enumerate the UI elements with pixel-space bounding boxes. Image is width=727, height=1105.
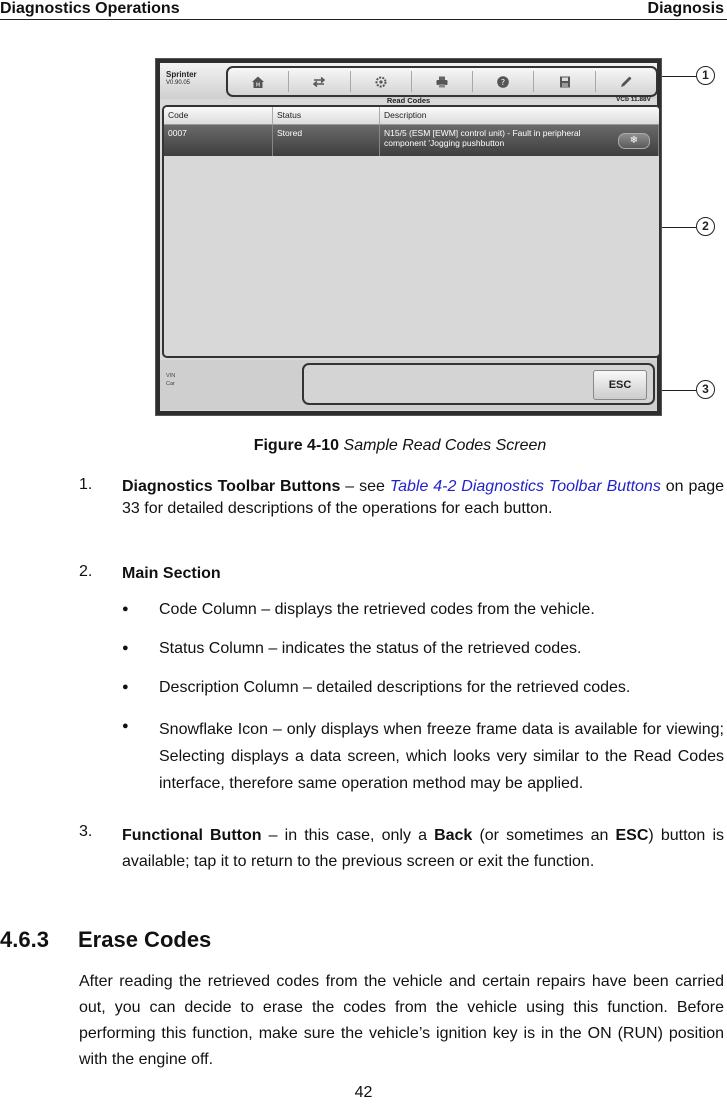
connection-voltage-indicator: VCb 11.88V [615, 96, 651, 103]
section-number: 4.6.3 [0, 927, 49, 952]
car-label: Car [166, 381, 175, 387]
save-button[interactable] [534, 71, 595, 92]
item-1-rest: on page 33 for detailed descriptions of the operations for each button. [122, 478, 725, 517]
help-button[interactable] [473, 71, 534, 92]
vehicle-swap-icon [312, 75, 326, 89]
page-number: 42 [354, 1084, 373, 1101]
bullet-item: Code Column – displays the retrieved codes from the vehicle. [159, 601, 595, 618]
item-1-text [122, 476, 724, 520]
screen-title: Read Codes [386, 96, 431, 105]
bullet-item: Status Column – indicates the status of the retrieved codes. [159, 640, 582, 657]
description-cell [380, 125, 659, 156]
status-cell: Stored [273, 125, 380, 156]
callout-line-1 [662, 76, 696, 77]
codes-main-section [162, 105, 661, 358]
item-number-3: 3. [79, 823, 93, 840]
item-3-t3: ) button is available; tap it to return to the previous screen or exit the function. [122, 827, 725, 870]
running-header-right: Diagnosis [647, 0, 724, 17]
bullet-icon: ● [122, 720, 129, 732]
bullet-icon: ● [122, 642, 129, 654]
home-icon [251, 75, 265, 89]
item-2-title-text: Main Section [122, 565, 221, 582]
freeze-frame-button[interactable] [618, 133, 650, 149]
bottom-bar [160, 360, 657, 410]
print-icon [435, 75, 449, 89]
vehicle-name [166, 70, 197, 88]
snowflake-icon: ❄ [629, 135, 639, 146]
app-top-bar [160, 63, 657, 105]
item-1-title: Diagnostics Toolbar Buttons [122, 478, 341, 495]
vin-label: VIN [166, 373, 176, 379]
svg-text:?: ? [501, 77, 506, 87]
save-icon [558, 75, 572, 89]
item-3-t1: – in this case, only a [261, 827, 435, 844]
bullet-item: Snowflake Icon – only displays when freeze frame data is available for viewing; Selecting displays a data screen, which looks very similar to the Read Codes interface, therefore same operation method may be applied. [159, 721, 724, 792]
vehicle-name-label: Sprinter [166, 70, 197, 79]
figure-caption [0, 437, 727, 455]
running-header-left: Diagnostics Operations [0, 0, 180, 17]
table-reference-link[interactable]: Table 4-2 Diagnostics Toolbar Buttons [389, 478, 661, 495]
callout-3: 3 [696, 380, 715, 399]
settings-button[interactable] [351, 71, 412, 92]
callout-line-3 [662, 390, 696, 391]
print-button[interactable] [412, 71, 473, 92]
bullet-icon: ● [122, 603, 129, 615]
item-3-t2: (or sometimes an [472, 827, 616, 844]
description-text: N15/5 (ESM [EWM] control unit) - Fault in peripheral component 'Jogging pushbutton [384, 128, 581, 148]
item-number-2: 2. [79, 563, 93, 580]
read-codes-screenshot [155, 58, 662, 416]
table-header [164, 107, 659, 125]
code-cell: 0007 [164, 125, 273, 156]
erase-codes-paragraph: After reading the retrieved codes from the vehicle and certain repairs have been carried out, you can decide to erase the codes from the vehicle using this function. Before performing this function, make sure the vehicle’s ignition key is in the ON (RUN) position with the engine off. [79, 973, 724, 1068]
diagnostics-toolbar [226, 66, 658, 97]
software-version: V0.90.05 [166, 80, 191, 86]
item-3-text [122, 823, 724, 875]
callout-line-2 [662, 227, 696, 228]
header-rule [0, 19, 727, 20]
figure-label: Figure 4-10 [253, 437, 340, 454]
esc-keyword: ESC [615, 827, 649, 844]
callout-2: 2 [696, 217, 715, 236]
svg-text:M: M [255, 82, 261, 88]
esc-button[interactable]: ESC [593, 370, 647, 400]
description-column-header: Description [384, 110, 427, 120]
table-row[interactable] [164, 125, 659, 156]
device-screen [160, 63, 657, 411]
bullet-icon: ● [122, 681, 129, 693]
functional-button-area [302, 363, 655, 405]
vehicle-info [166, 372, 175, 388]
item-1-dash: – see [340, 478, 390, 495]
home-button[interactable] [228, 71, 289, 92]
vehicle-swap-button[interactable] [289, 71, 350, 92]
code-column-header: Code [164, 107, 273, 124]
item-3-title: Functional Button [122, 827, 262, 844]
help-icon [496, 75, 510, 89]
status-column-header: Status [273, 107, 380, 124]
back-keyword: Back [434, 827, 473, 844]
bullet-item: Description Column – detailed descriptions for the retrieved codes. [159, 679, 631, 696]
section-heading [0, 927, 211, 953]
item-2-title [122, 563, 221, 585]
section-title: Erase Codes [78, 927, 212, 952]
item-number-1: 1. [79, 476, 93, 493]
settings-icon [374, 75, 388, 89]
edit-button[interactable] [596, 71, 656, 92]
callout-1: 1 [696, 66, 715, 85]
figure-title: Sample Read Codes Screen [343, 437, 547, 454]
edit-icon [619, 75, 633, 89]
